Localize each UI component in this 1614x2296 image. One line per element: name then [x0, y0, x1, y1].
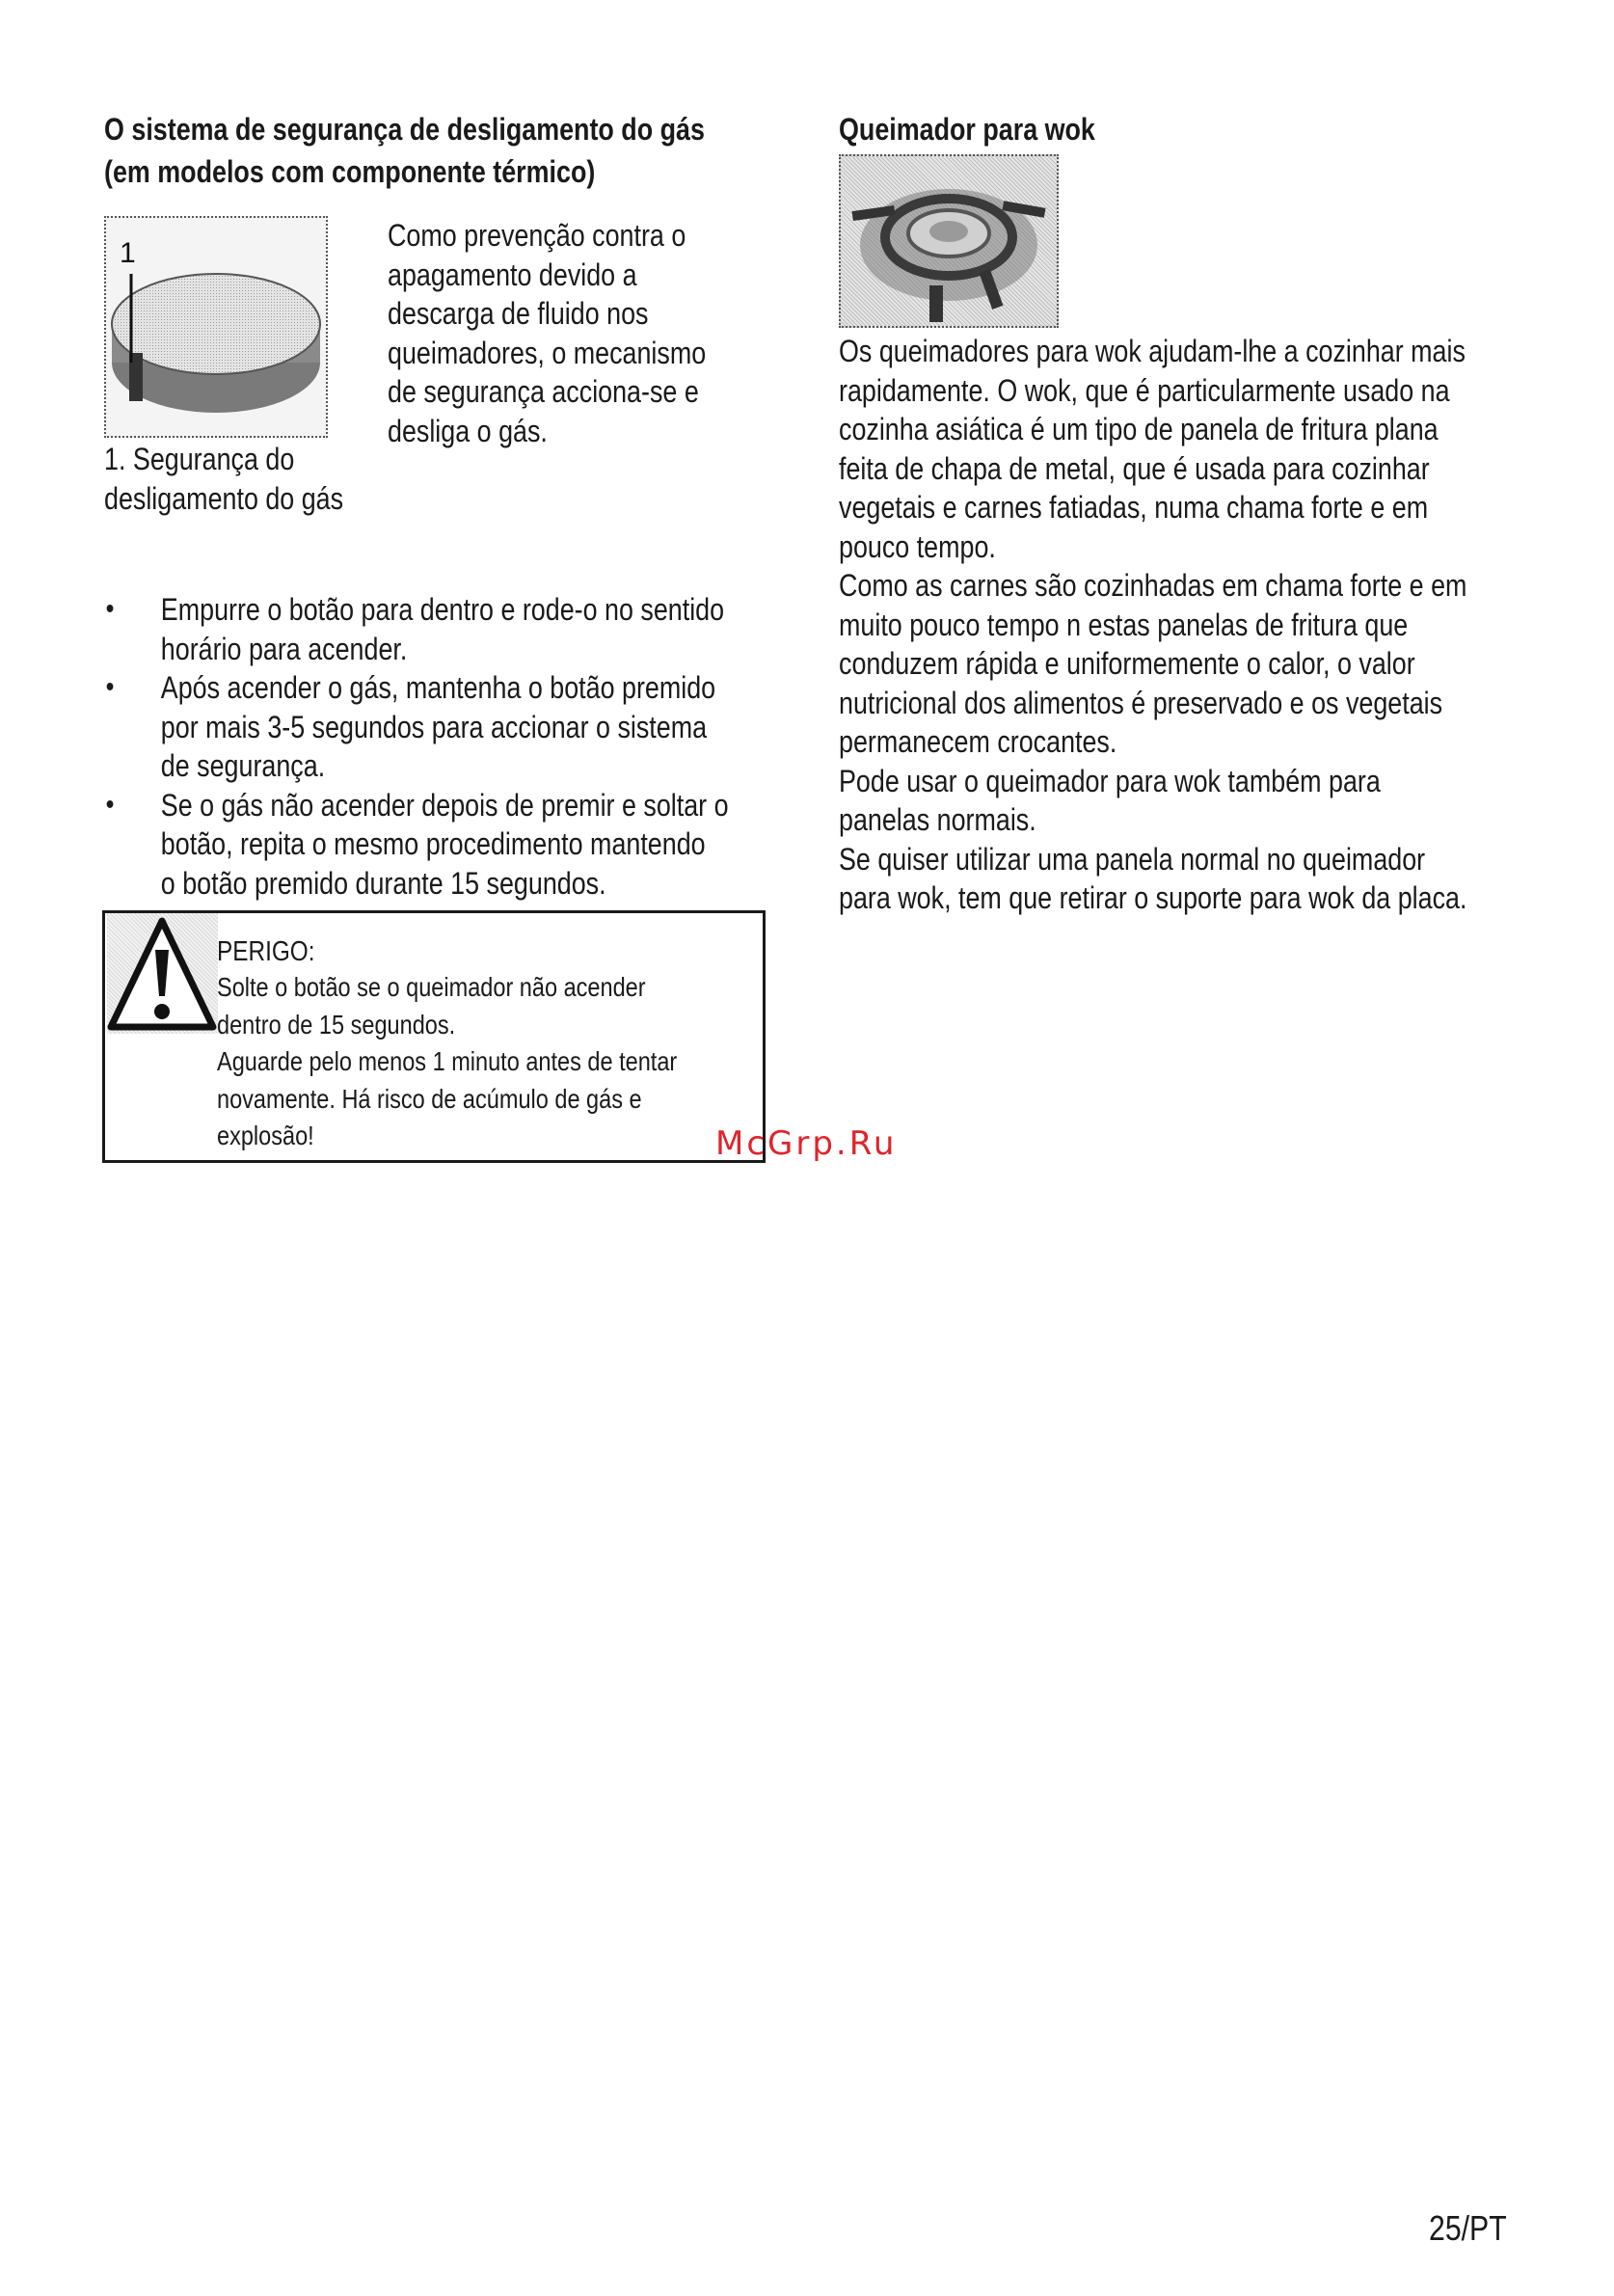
- gas-safety-title: [104, 108, 798, 193]
- desc-line: desliga o gás.: [388, 413, 548, 448]
- gas-safety-title-line1: O sistema de segurança de desligamento do gás: [104, 112, 705, 147]
- wok-burner-title: Queimador para wok: [839, 112, 1095, 147]
- caption-line: desligamento do gás: [104, 480, 344, 516]
- para-line: Como as carnes são cozinhadas em chama forte e em: [839, 568, 1467, 603]
- bullet-line: Empurre o botão para dentro e rode-o no sentido: [160, 592, 725, 627]
- bullet-line: botão, repita o mesmo procedimento mantendo: [160, 826, 706, 861]
- para-line: feita de chapa de metal, que é usada para cozinhar: [839, 450, 1430, 486]
- para-line: vegetais e carnes fatiadas, numa chama forte e em: [839, 490, 1429, 525]
- para-line: Pode usar o queimador para wok também para: [839, 763, 1381, 798]
- danger-line: explosão!: [217, 1121, 314, 1150]
- right-column: [839, 108, 1533, 918]
- bullet-line: horário para acender.: [160, 631, 408, 666]
- para-line: nutricional dos alimentos é preservado e os vegetais: [839, 685, 1443, 720]
- para-line: cozinha asiática é um tipo de panela de fritura plana: [839, 412, 1439, 446]
- desc-line: apagamento devido a: [388, 257, 637, 292]
- instruction-list: [104, 590, 779, 903]
- danger-text: [217, 969, 751, 1155]
- desc-line: de segurança acciona-se e: [388, 374, 699, 409]
- figure-number-label: 1: [120, 237, 136, 269]
- para-line: Se quiser utilizar uma panela normal no queimador: [839, 841, 1426, 877]
- bullet-icon: •: [105, 671, 115, 703]
- para-line: pouco tempo.: [839, 528, 996, 564]
- danger-warning-box: [102, 910, 766, 1163]
- watermark: McGrp.Ru: [715, 1124, 898, 1163]
- page-number: 25/PT: [1429, 2208, 1507, 2248]
- wok-burner-illustration: [841, 156, 1057, 326]
- bullet-line: por mais 3-5 segundos para accionar o sistema: [160, 709, 708, 744]
- warning-triangle-icon: [107, 913, 218, 1034]
- danger-title: PERIGO:: [217, 936, 315, 967]
- list-item: [104, 590, 779, 668]
- caption-line: 1. Segurança do: [104, 442, 295, 476]
- danger-line: Aguarde pelo menos 1 minuto antes de tentar: [217, 1046, 678, 1076]
- gas-safety-title-line2: (em modelos com componente térmico): [104, 154, 596, 189]
- danger-line: dentro de 15 segundos.: [217, 1009, 456, 1040]
- bullet-icon: •: [105, 593, 115, 625]
- danger-line: novamente. Há risco de acúmulo de gás e: [217, 1083, 642, 1114]
- list-item: [104, 786, 779, 904]
- para-line: Os queimadores para wok ajudam-lhe a cozinhar mais: [839, 334, 1466, 368]
- bullet-line: Após acender o gás, mantenha o botão premido: [160, 670, 716, 705]
- bullet-line: o botão premido durante 15 segundos.: [160, 865, 606, 901]
- bullet-line: de segurança.: [160, 748, 326, 783]
- para-line: conduzem rápida e uniformemente o calor, o valor: [839, 646, 1415, 681]
- bullet-line: Se o gás não acender depois de premir e soltar o: [160, 787, 729, 823]
- figure-caption: [104, 440, 355, 518]
- left-column: [104, 108, 798, 573]
- burner-cap-illustration: [106, 218, 326, 436]
- desc-line: Como prevenção contra o: [388, 218, 686, 253]
- para-line: permanecem crocantes.: [839, 724, 1117, 759]
- wok-burner-image: [839, 154, 1059, 328]
- list-item: [104, 668, 779, 786]
- para-line: panelas normais.: [839, 802, 1036, 837]
- para-line: muito pouco tempo n estas panelas de fritura que: [839, 607, 1409, 642]
- safety-device-image: [104, 216, 328, 438]
- desc-line: descarga de fluido nos: [388, 296, 649, 331]
- figure-description: [388, 216, 744, 450]
- wok-burner-text: [839, 332, 1533, 918]
- danger-line: Solte o botão se o queimador não acender: [217, 972, 646, 1002]
- bullet-icon: •: [105, 788, 115, 821]
- para-line: para wok, tem que retirar o suporte para wok da placa.: [839, 880, 1467, 915]
- desc-line: queimadores, o mecanismo: [388, 335, 707, 370]
- para-line: rapidamente. O wok, que é particularmente usado na: [839, 372, 1450, 408]
- safety-figure-row: [104, 216, 798, 573]
